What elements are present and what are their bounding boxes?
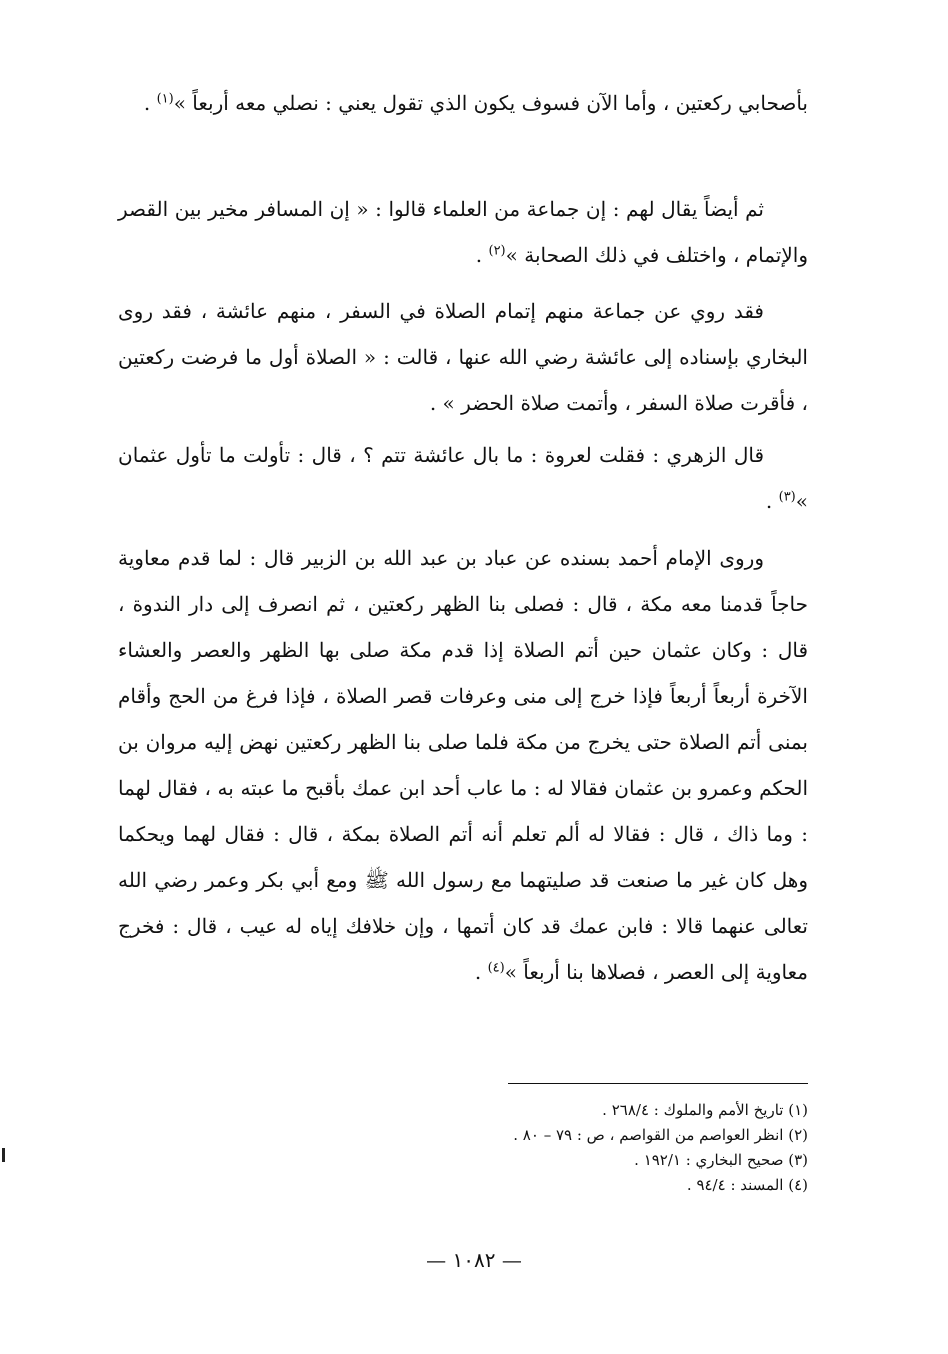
page-number: — ١٠٨٢ —	[426, 1248, 522, 1272]
main-text-4	[118, 432, 808, 524]
paragraph-2-text: ثم أيضاً يقال لهم : إن جماعة من العلماء قالوا : « إن المسافر مخير بين القصر والإتمام ، واختلف في ذلك الصحابة »	[118, 197, 808, 267]
main-text-5	[118, 535, 808, 995]
paragraph-4-text: قال الزهري : فقلت لعروة : ما بال عائشة تتم ؟ ، قال : تأولت ما تأول عثمان »	[118, 443, 808, 513]
footnote-2: (٢) انظر العواصم من القواصم ، ص : ٧٩ – ٨٠ .	[513, 1126, 808, 1144]
paragraph-1-text: بأصحابي ركعتين ، وأما الآن فسوف يكون الذي تقول يعني : نصلي معه أربعاً »	[173, 91, 808, 115]
paragraph-1	[118, 80, 808, 126]
paragraph-2-tail: .	[475, 243, 489, 267]
footnote-marker-1: (١)	[156, 91, 174, 107]
footnotes	[300, 1098, 808, 1198]
footnote-4: (٤) المسند : ٩٤/٤ .	[686, 1176, 808, 1194]
paragraph-2	[118, 186, 808, 278]
footnote-marker-4: (٣)	[778, 489, 796, 505]
footnote-1: (١) تاريخ الأمم والملوك : ٢٦٨/٤ .	[602, 1101, 808, 1119]
paragraph-4-tail: .	[765, 489, 779, 513]
paragraph-5	[118, 535, 808, 995]
paragraph-5-tail: .	[474, 960, 488, 984]
footnote-separator	[508, 1083, 808, 1084]
footnote-marker-2: (٢)	[488, 243, 506, 259]
main-text	[118, 80, 808, 126]
paragraph-3	[118, 288, 808, 426]
paragraph-3-text: فقد روي عن جماعة منهم إتمام الصلاة في السفر ، منهم عائشة ، فقد روى البخاري بإسناده إلى عائشة رضي الله عنها ، قالت : « الصلاة أول ما فرضت ركعتين ، فأقرت صلاة السفر ، وأتمت صلاة الحضر » .	[118, 299, 808, 415]
main-text-2	[118, 186, 808, 278]
scan-edge-mark	[2, 1148, 5, 1162]
main-text-3	[118, 288, 808, 426]
footnote-3: (٣) صحيح البخاري : ١٩٢/١ .	[634, 1151, 808, 1169]
footnote-marker-5: (٤)	[487, 960, 505, 976]
paragraph-4	[118, 432, 808, 524]
paragraph-1-tail: .	[143, 91, 157, 115]
paragraph-5-text: وروى الإمام أحمد بسنده عن عباد بن عبد الله بن الزبير قال : لما قدم معاوية حاجاً قدمنا معه مكة ، قال : فصلى بنا الظهر ركعتين ، ثم انصرف إلى دار الندوة ، قال : وكان عثمان حين أتم الصلاة إذا قدم مكة صلى بها الظهر والعصر والعشاء الآخرة أربعاً أربعاً فإذا خرج إلى منى وعرفات قصر الصلاة ، فإذا فرغ من الحج وأقام بمنى أتم الصلاة حتى يخرج من مكة فلما صلى بنا الظهر ركعتين نهض إليه مروان بن الحكم وعمرو بن عثمان فقالا له : ما عاب أحد ابن عمك بأقبح ما عبته به ، فقال لهما : وما ذاك ، قال : فقالا له ألم تعلم أنه أتم الصلاة بمكة ، قال : فقال لهما ويحكما وهل كان غير ما صنعت قد صليتهما مع رسول الله ﷺ ومع أبي بكر وعمر رضي الله تعالى عنهما قالا : فابن عمك قد كان أتمها ، وإن خلافك إياه له عيب ، قال : فخرج معاوية إلى العصر ، فصلاها بنا أربعاً »	[118, 546, 808, 984]
